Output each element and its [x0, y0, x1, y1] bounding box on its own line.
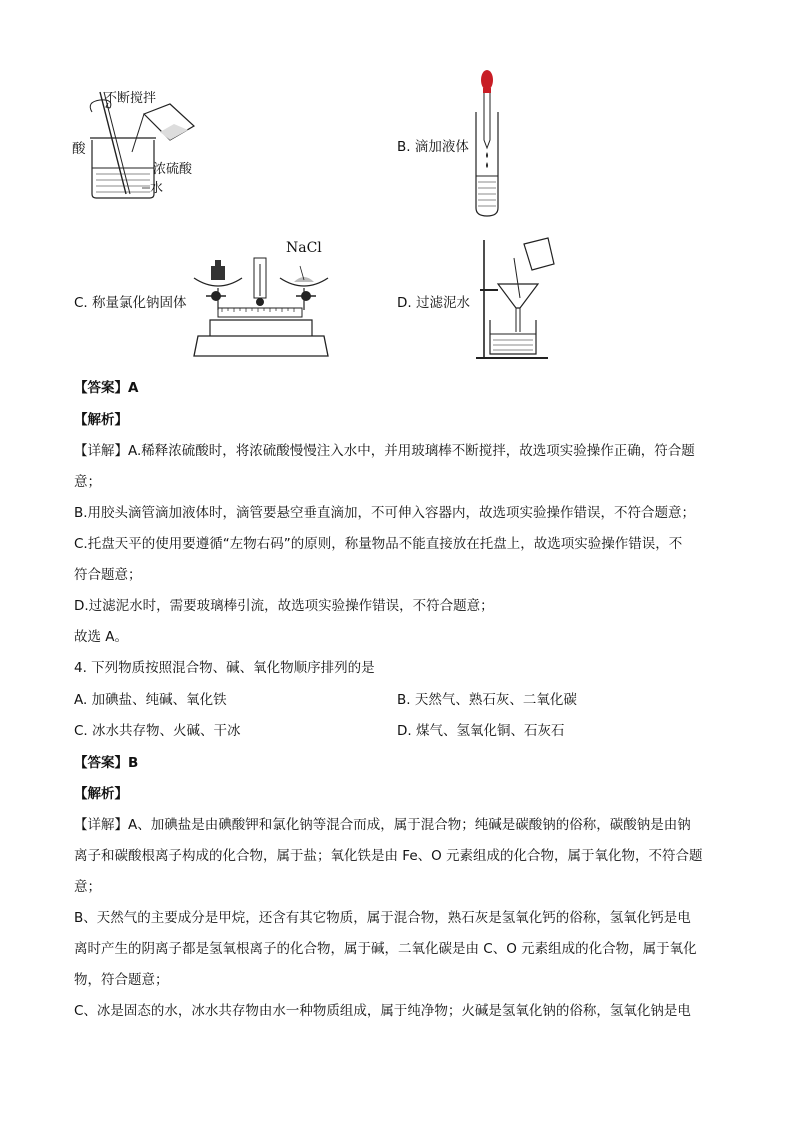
q3-answer: 【答案】A	[74, 380, 139, 396]
figure-d-drawing	[474, 236, 564, 364]
q3-conclusion: 故选 A。	[74, 629, 129, 645]
q4-answer: 【答案】B	[74, 755, 139, 771]
figure-b-caption: B. 滴加液体	[397, 139, 469, 155]
figure-a-acid-label: 浓硫酸	[153, 162, 193, 177]
q4-detail-1c: 意；	[74, 879, 101, 895]
q3-detail-1: 【详解】A.稀释浓硫酸时，将浓硫酸慢慢注入水中，并用玻璃棒不断搅拌，故选项实验操作正确，符合题	[74, 443, 695, 459]
figure-a-left-fragment: 酸	[72, 141, 86, 157]
q4-option-d: D. 煤气、氢氧化铜、石灰石	[397, 723, 565, 739]
q4-option-a: A. 加碘盐、纯碱、氧化铁	[74, 692, 227, 708]
figure-d-caption: D. 过滤泥水	[397, 295, 470, 311]
figure-c	[188, 250, 333, 360]
figure-c-caption: C. 称量氯化钠固体	[74, 295, 187, 311]
figure-b-drawing	[466, 68, 506, 220]
q4-analysis: 【解析】	[74, 786, 128, 802]
figure-b	[466, 68, 506, 220]
figure-a-water-label: 水	[150, 181, 164, 196]
q4-option-c: C. 冰水共存物、火碱、干冰	[74, 723, 241, 739]
figure-c-nacl-label: NaCl	[286, 240, 322, 256]
q4-detail-1: 【详解】A、加碘盐是由碘酸钾和氯化钠等混合而成，属于混合物；纯碱是碳酸钠的俗称，碳酸钠是由钠	[74, 817, 691, 833]
q3-detail-1b: 意；	[74, 474, 101, 490]
q4-detail-2: B、天然气的主要成分是甲烷，还含有其它物质，属于混合物，熟石灰是氢氧化钙的俗称，氢氧化钙是电	[74, 910, 691, 926]
q4-option-b: B. 天然气、熟石灰、二氧化碳	[397, 692, 577, 708]
q4-stem: 4. 下列物质按照混合物、碱、氧化物顺序排列的是	[74, 660, 375, 676]
figure-d	[474, 236, 564, 364]
q4-detail-2c: 物，符合题意；	[74, 972, 169, 988]
figure-a-stir-label: 不断搅拌	[104, 91, 157, 106]
q3-detail-3b: 符合题意；	[74, 567, 142, 583]
q3-detail-3: C.托盘天平的使用要遵循“左物右码”的原则，称量物品不能直接放在托盘上，故选项实验操作错误，不	[74, 536, 683, 552]
q3-detail-2: B.用胶头滴管滴加液体时，滴管要悬空垂直滴加，不可伸入容器内，故选项实验操作错误，不符合题意；	[74, 505, 696, 521]
q4-detail-1b: 离子和碳酸根离子构成的化合物，属于盐；氧化铁是由 Fe、O 元素组成的化合物，属于氧化物，不符合题	[74, 848, 703, 864]
q4-detail-3: C、冰是固态的水，冰水共存物由水一种物质组成，属于纯净物；火碱是氢氧化钠的俗称，氢氧化钠是电	[74, 1003, 691, 1019]
q3-detail-4: D.过滤泥水时，需要玻璃棒引流，故选项实验操作错误，不符合题意；	[74, 598, 494, 614]
figure-c-drawing	[188, 250, 333, 360]
q3-analysis: 【解析】	[74, 412, 128, 428]
q4-detail-2b: 离时产生的阴离子都是氢氧根离子的化合物，属于碱，二氧化碳是由 C、O 元素组成的化合物，属于氧化	[74, 941, 697, 957]
